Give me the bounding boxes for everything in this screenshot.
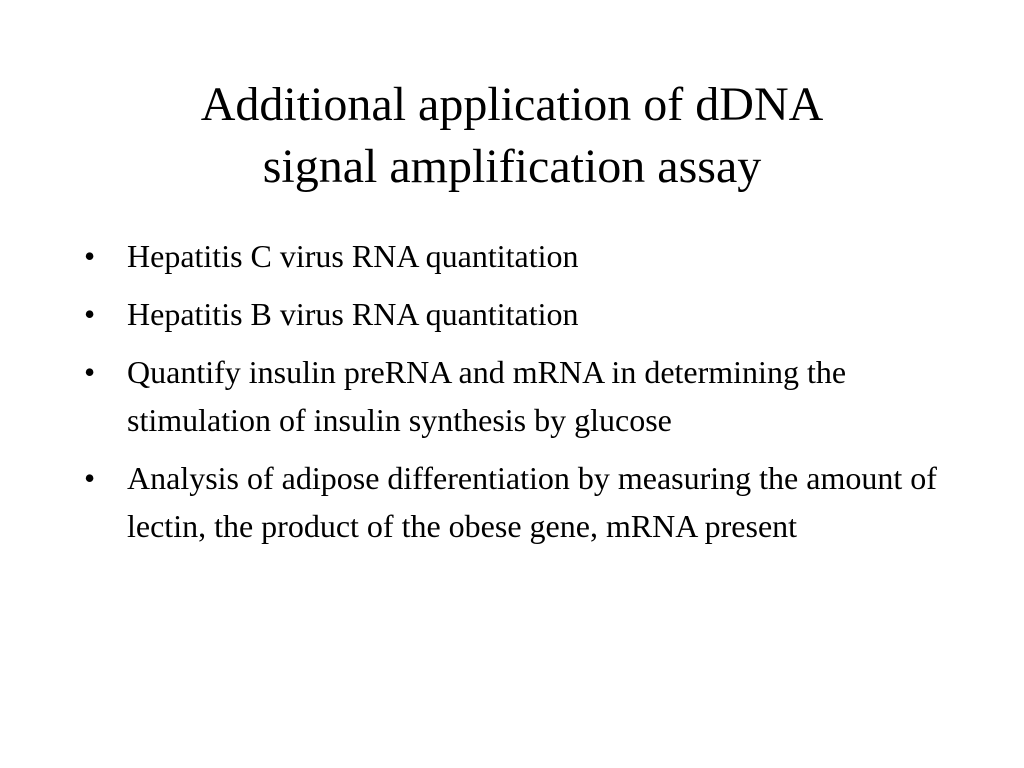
bullet-item-1 <box>84 232 954 280</box>
bullet-text-2: Hepatitis B virus RNA quantitation <box>127 296 579 332</box>
bullet-item-4 <box>84 454 954 550</box>
bullet-text-4: Analysis of adipose differentiation by measuring the amount of lectin, the product of the obese gene, mRNA present <box>127 460 937 544</box>
bullet-icon: • <box>84 354 96 390</box>
bullet-icon: • <box>84 296 96 332</box>
bullet-list <box>84 232 954 560</box>
slide-title <box>60 74 964 198</box>
title-line-1: Additional application of dDNA <box>200 78 824 131</box>
bullet-icon: • <box>84 238 96 274</box>
bullet-item-2 <box>84 290 954 338</box>
bullet-item-3 <box>84 348 954 444</box>
bullet-icon: • <box>84 460 96 496</box>
bullet-text-1: Hepatitis C virus RNA quantitation <box>127 238 579 274</box>
title-line-2: signal amplification assay <box>262 140 762 193</box>
bullet-text-3: Quantify insulin preRNA and mRNA in determining the stimulation of insulin synthesis by glucose <box>127 354 847 438</box>
